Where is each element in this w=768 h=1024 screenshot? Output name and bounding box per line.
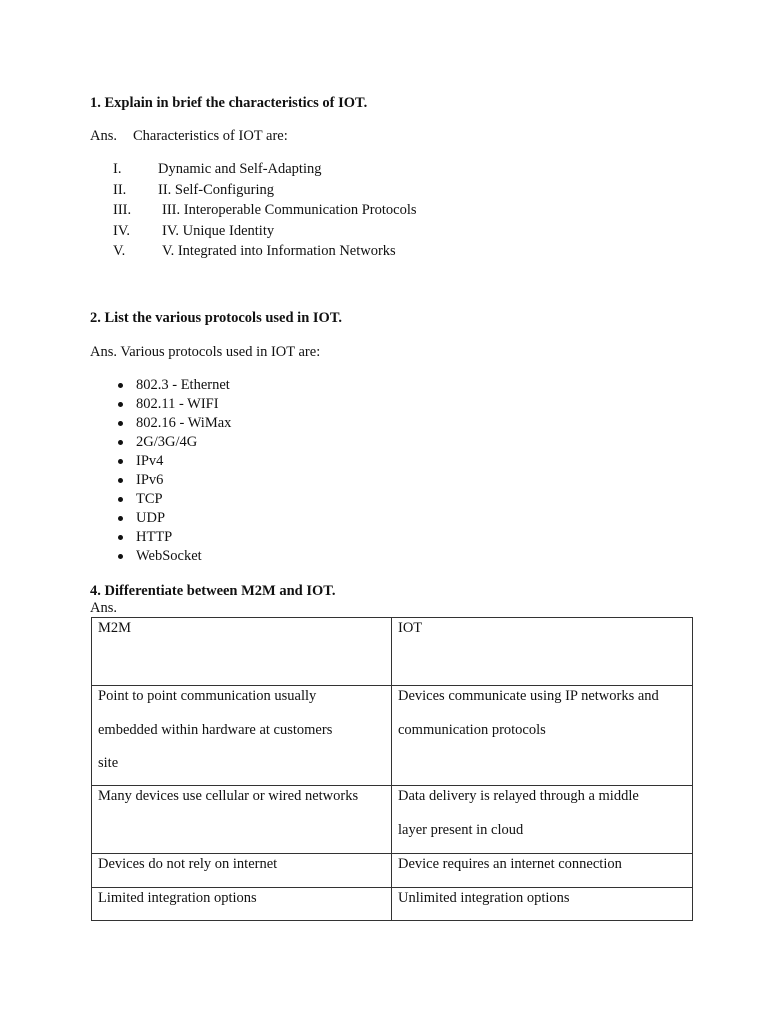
- bullet-icon: [118, 402, 123, 407]
- table-row: [92, 854, 693, 888]
- q1-ans-label: Ans.: [90, 128, 117, 144]
- q1-ans-text: Characteristics of IOT are:: [133, 128, 288, 144]
- list-item-text: II. Self-Configuring: [158, 181, 274, 198]
- cell-line: Devices communicate using IP networks and: [398, 688, 659, 704]
- list-item-number: II.: [113, 181, 127, 198]
- list-item: 802.3 - Ethernet: [136, 377, 230, 393]
- bullet-icon: [118, 535, 123, 540]
- table-cell: [92, 686, 392, 786]
- table-row: [92, 686, 693, 786]
- list-item: 802.16 - WiMax: [136, 415, 232, 431]
- cell-line: Limited integration options: [98, 890, 257, 906]
- q4-heading: 4. Differentiate between M2M and IOT.: [90, 583, 336, 599]
- table-cell: [92, 854, 392, 888]
- list-item: IPv6: [136, 472, 164, 488]
- list-item: TCP: [136, 491, 163, 507]
- cell-line: Data delivery is relayed through a middle: [398, 788, 639, 804]
- list-item-text: V. Integrated into Information Networks: [162, 243, 396, 259]
- bullet-icon: [118, 440, 123, 445]
- table-cell: [392, 888, 693, 921]
- table-row: [92, 786, 693, 854]
- bullet-icon: [118, 554, 123, 559]
- bullet-icon: [118, 459, 123, 464]
- cell-line: embedded within hardware at customers: [98, 721, 333, 738]
- list-item-number: IV.: [113, 222, 131, 239]
- cell-line: site: [98, 755, 119, 771]
- list-item-text: III. Interoperable Communication Protocols: [162, 202, 417, 218]
- cell-line: communication protocols: [398, 721, 546, 738]
- cell-line: Devices do not rely on internet: [98, 856, 278, 872]
- cell-line: layer present in cloud: [398, 821, 524, 838]
- list-item-number: V.: [113, 243, 126, 259]
- bullet-icon: [118, 516, 123, 521]
- bullet-icon: [118, 383, 123, 388]
- q2-heading: 2. List the various protocols used in IOT.: [90, 310, 343, 326]
- header-cell: IOT: [392, 618, 693, 686]
- list-item-text: IV. Unique Identity: [162, 222, 275, 239]
- q2-ans-text: Ans. Various protocols used in IOT are:: [90, 344, 321, 360]
- bullet-icon: [118, 497, 123, 502]
- cell-line: Point to point communication usually: [98, 688, 317, 704]
- table-cell: [92, 786, 392, 854]
- cell-line: Device requires an internet connection: [398, 856, 622, 872]
- list-item: 2G/3G/4G: [136, 434, 198, 450]
- list-item-text: Dynamic and Self-Adapting: [158, 161, 322, 177]
- table-header-row: [92, 618, 693, 686]
- bullet-icon: [118, 478, 123, 483]
- list-item: WebSocket: [136, 548, 202, 564]
- cell-line: Unlimited integration options: [398, 890, 570, 906]
- cell-line: Many devices use cellular or wired networks: [98, 788, 359, 804]
- q1-heading: 1. Explain in brief the characteristics of IOT.: [90, 95, 368, 111]
- list-item: 802.11 - WIFI: [136, 396, 219, 412]
- table-cell: [92, 888, 392, 921]
- list-item-number: I.: [113, 161, 122, 177]
- table-row: [92, 888, 693, 921]
- m2m-vs-iot-table: [91, 617, 693, 921]
- table-cell: [392, 686, 693, 786]
- header-cell: M2M: [92, 618, 392, 686]
- table-cell: [392, 854, 693, 888]
- bullet-icon: [118, 421, 123, 426]
- table-cell: [392, 786, 693, 854]
- list-item: UDP: [136, 510, 166, 526]
- list-item-number: III.: [113, 202, 132, 218]
- q4-ans-label: Ans.: [90, 600, 117, 616]
- list-item: IPv4: [136, 453, 164, 469]
- list-item: HTTP: [136, 529, 173, 545]
